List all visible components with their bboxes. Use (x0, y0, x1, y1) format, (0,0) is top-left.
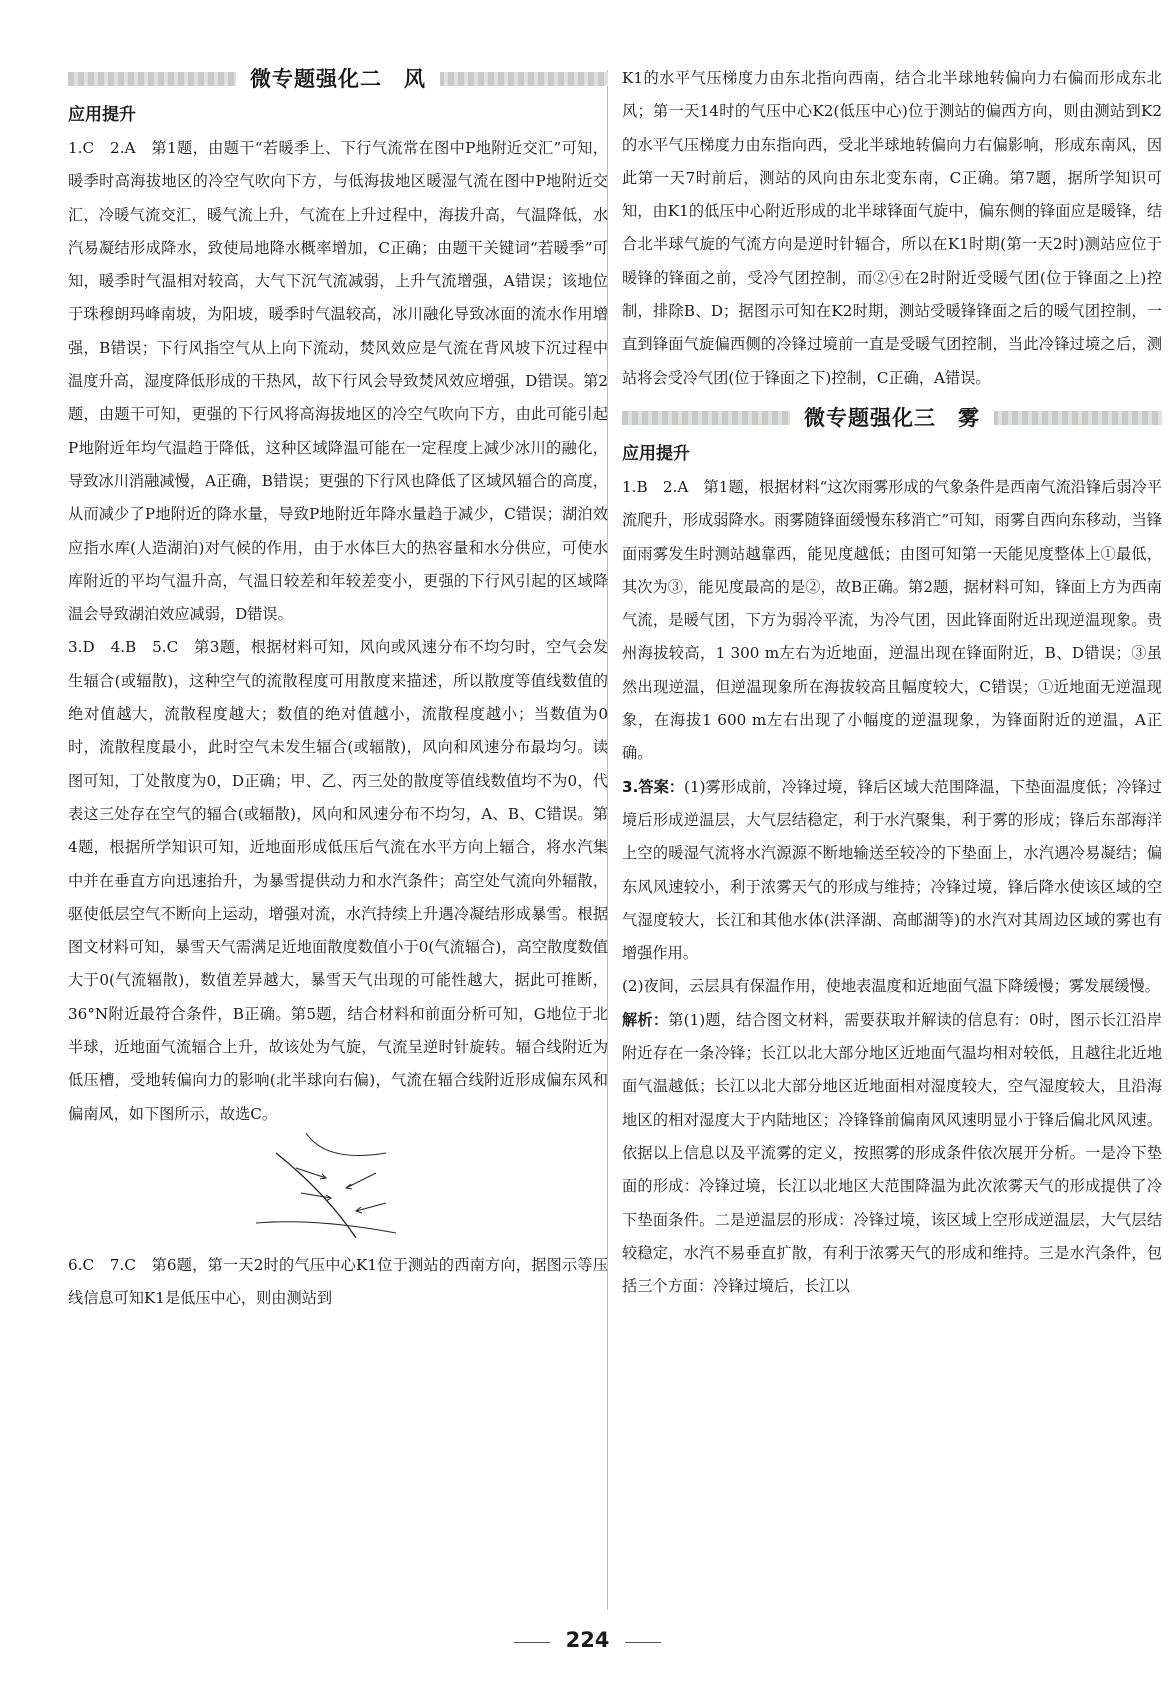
isobar-2 (256, 1222, 396, 1233)
isobar-1 (306, 1133, 386, 1156)
analysis-label: 解析： (622, 1010, 669, 1029)
convergence-line-figure (256, 1133, 426, 1243)
arrow-1 (296, 1168, 326, 1178)
section-title: 微专题强化二 风 (236, 66, 440, 92)
page-number: 224 (565, 1628, 610, 1652)
analysis-text: 第(1)题，结合图文材料，需要获取并解读的信息有：0时，图示长江沿岸附近存在一条冷锋；长江以北大部分地区近地面气温均相对较低，且越往北近地面气温越低；长江以北大部分地区近地面相对湿度较大，空气湿度较大，且沿海地区的相对湿度大于内陆地区；冷锋锋前偏南风风速明显小于锋后偏北风风速。依据以上信息以及平流雾的定义，按照雾的形成条件依次展开分析。一是冷下垫面的形成：冷锋过境，长江以北地区大范围降温为此次浓雾天气的形成提供了冷下垫面条件。二是逆温层的形成：冷锋过境，该区域上空形成逆温层，大气层结较稳定，水汽不易垂直扩散，有利于浓雾天气的形成和维持。三是水汽条件，包括三个方面：冷锋过境后，长江以 (622, 1010, 1163, 1296)
section-header-fog (622, 401, 1162, 435)
analysis-paragraph (622, 1004, 1162, 1304)
answer-text: (1)雾形成前，冷锋过境，锋后区域大范围降温，下垫面温度低；冷锋过境后形成逆温层，大气层结稳定，利于水汽聚集，利于雾的形成；锋后东部海洋上空的暖湿气流将水汽源源不断地输送至较冷的下垫面上，水汽遇冷易凝结；偏东风风速较小，利于浓雾天气的形成与维持；冷锋过境，锋后降水使该区域的空气湿度较大，长江和其他水体(洪泽湖、高邮湖等)的水汽对其周边区域的雾也有增强作用。 (622, 777, 1162, 963)
left-column (68, 62, 608, 1316)
answer-paragraph-fog-1: 1.B 2.A 第1题，根据材料“这次雨雾形成的气象条件是西南气流沿锋后弱冷平流爬升，形成弱降水。雨雾随锋面缓慢东移消亡”可知，雨雾自西向东移动，当锋面雨雾发生时测站越靠西，能见度越低；由图可知第一天能见度整体上①最低，其次为③，能见度最高的是②，故B正确。第2题，据材料可知，锋面上方为西南气流，是暖气团，下方为弱冷平流，为冷气团，因此锋面附近出现逆温现象。贵州海拔较高，1 300 m左右为近地面，逆温出现在锋面附近，B、D错误；③虽然出现逆温，但逆温现象所在海拔较高且幅度较大，C错误；①近地面无逆温现象，在海拔1 600 m左右出现了小幅度的逆温现象，为锋面附近的逆温，A正确。 (622, 477, 1162, 763)
answer-label: 3.答案： (622, 777, 685, 796)
answer-paragraph-6: 6.C 7.C 第6题，第一天2时的气压中心K1位于测站的西南方向，据图示等压线信息可知K1是低压中心，则由测站到 (68, 1255, 608, 1308)
wind-diagram (68, 1133, 608, 1243)
answer-paragraph-3: 3.D 4.B 5.C 第3题，根据材料可知，风向或风速分布不均匀时，空气会发生辐合(或辐散)，这种空气的流散程度可用散度来描述，所以散度等值线数值的绝对值越大，流散程度越大；数值的绝对值越小，流散程度越小；当数值为0时，流散程度最小，此时空气未发生辐合(或辐散)，风向和风速分布最均匀。读图可知，丁处散度为0，D正确；甲、乙、丙三处的散度等值线数值均不为0，代表这三处存在空气的辐合(或辐散)，风向和风速分布不均匀，A、B、C错误。第4题，根据所学知识可知，近地面形成低压后气流在水平方向上辐合，将水汽集中并在垂直方向迅速抬升，为暴雪提供动力和水汽条件；高空处气流向外辐散，驱使低层空气不断向上运动，增强对流，水汽持续上升遇冷凝结形成暴雪。根据图文材料可知，暴雪天气需满足近地面散度数值小于0(气流辐合)，高空散度数值大于0(气流辐散)，数值差异越大，暴雪天气出现的可能性越大，据此可推断，36°N附近最符合条件，B正确。第5题，结合材料和前面分析可知，G地位于北半球，近地面气流辐合上升，故该处为气旋，气流呈逆时针旋转。辐合线附近为低压槽，受地转偏向力的影响(北半球向右偏)，气流在辐合线附近形成偏东风和偏南风，如下图所示，故选C。 (68, 638, 608, 1123)
subheading: 应用提升 (622, 443, 690, 464)
page-footer (0, 1628, 1175, 1652)
footer-dash-right (625, 1642, 661, 1643)
answer-paragraph-6-cont: K1的水平气压梯度力由东北指向西南，结合北半球地转偏向力右偏而形成东北风；第一天14时的气压中心K2(低压中心)位于测站的偏西方向，则由测站到K2的水平气压梯度力由东指向西，受北半球地转偏向力右偏影响，形成东南风，因此第一天7时前后，测站的风向由东北变东南，C正确。第7题，据所学知识可知，由K1的低压中心附近形成的北半球锋面气旋中，偏东侧的锋面应是暖锋，结合北半球气旋的气流方向是逆时针辐合，所以在K1时期(第一天2时)测站应位于暖锋的锋面之前，受冷气团控制，而②④在2时附近受暖气团(位于锋面之上)控制，排除B、D；据图示可知在K2时期，测站受暖锋锋面之后的暖气团控制，一直到锋面气旋偏西侧的冷锋过境前一直是受暖气团控制，当此冷锋过境之后，测站将会受冷气团(位于锋面之下)控制，C正确，A错误。 (622, 69, 1162, 387)
right-column (622, 62, 1162, 1303)
section-title: 微专题强化三 雾 (790, 405, 994, 431)
subheading: 应用提升 (68, 105, 136, 125)
answer-paragraph-fog-3 (622, 771, 1162, 971)
answer-paragraph-fog-3-2: (2)夜间，云层具有保温作用，使地表温度和近地面气温下降缓慢；雾发展缓慢。 (622, 977, 1160, 996)
answer-paragraph-1: 1.C 2.A 第1题，由题干“若暖季上、下行气流常在图中P地附近交汇”可知，暖季时高海拔地区的冷空气吹向下方，与低海拔地区暖湿气流在图中P地附近交汇，冷暖气流交汇，暖气流上升，气流在上升过程中，海拔升高，气温降低，水汽易凝结形成降水，致使局地降水概率增加，C正确；由题干关键词“若暖季”可知，暖季时气温相对较高，大气下沉气流减弱，上升气流增强，A错误；该地位于珠穆朗玛峰南坡，为阳坡，暖季时气温较高，冰川融化导致冰面的流水作用增强，B错误；下行风指空气从上向下流动，焚风效应是气流在背风坡下沉过程中温度升高，湿度降低形成的干热风，故下行风会导致焚风效应增强，D错误。第2题，由题干可知，更强的下行风将高海拔地区的冷空气吹向下方，由此可能引起P地附近年均气温趋于降低，这种区域降温可能在一定程度上减少冰川的融化，导致冰川消融减慢，A正确，B错误；更强的下行风也降低了区域风辐合的高度，从而减少了P地附近的降水量，导致P地附近年降水量趋于减少，C错误；湖泊效应指水库(人造湖泊)对气候的作用，由于水体巨大的热容量和水分供应，可使水库附近的平均气温升高，气温日较差和年较差变小，更强的下行风引起的区域降温会导致湖泊效应减弱，D错误。 (68, 139, 608, 624)
section-header-wind (68, 62, 608, 96)
arrow-3 (346, 1173, 376, 1188)
footer-dash-left (514, 1642, 550, 1643)
